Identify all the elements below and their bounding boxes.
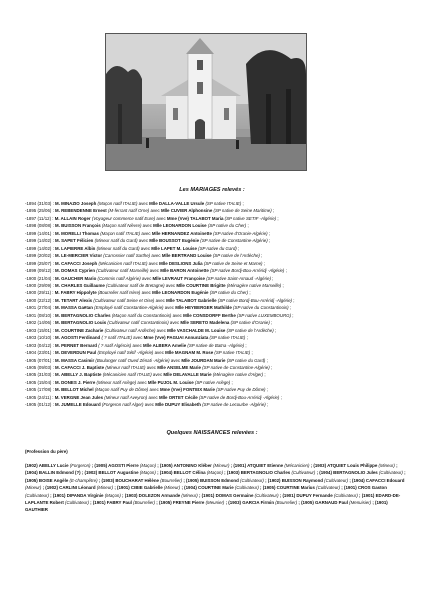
marriage-bride: Mlle JOURDAN Marie: [181, 357, 226, 363]
marriage-date: -1899 (09/12) :: [25, 268, 56, 274]
marriage-date: -1895 (25/06) :: [25, 208, 56, 214]
marriage-bride: Mlle BERTRAND Louise: [161, 253, 212, 259]
marriage-bride: Mlle LEONARDON Eugénie: [152, 290, 209, 296]
marriage-entry: -1899 (25/07) : M. CAFACCI Joseph (Mécanicien natif ITALIE) avec Mlle DESLIONS Julia (SP native de Seine et Marne) ;: [25, 260, 265, 266]
marriage-groom: M. TETART Alexis: [55, 297, 93, 303]
marriage-bride-info: (SP native de Seine et Marne): [203, 260, 263, 266]
birth-father-profession: (Mineur): [378, 463, 395, 468]
marriage-entry: -1899 (14/01) : M. MORELLI Thomas (Maçon natif ITALIE) avec Mlle HERNANDEZ Antoinette (SP native d'Oranie-Algérie) ;: [25, 230, 270, 236]
marriage-bride-info: (SP native du Cher): [209, 290, 249, 296]
marriage-bride: Mlle LEVRAUT Françoise: [152, 275, 205, 281]
marriage-bride-info: (SP native du Cher): [207, 223, 247, 229]
marriage-entry: -1894 (31/03) : M. MINAZIO Joseph (Maçon natif ITALIE) avec Mlle DALLA-VALLE Ursule (SP native ITALIE) ;: [25, 201, 244, 206]
marriage-groom: M. LAPIERRE Albin: [55, 245, 96, 251]
marriage-date: -1900 (22/12) :: [25, 297, 56, 303]
marriage-bride-info: (SP native Puy de Dôme): [216, 387, 266, 393]
marriage-bride-info: (SP native de Bordj-Bou-Arréridj -Algérie): [198, 394, 280, 400]
birth-father-profession: (Mineur): [181, 492, 198, 498]
marriage-entry: -1903 (10/10) : M. AGOSTI Ferdinand ( ? natif ITALIE) avec Mme (Vve) PAGUAI Annunziata (SP native ITALIE) ;: [25, 335, 248, 341]
birth-father-profession: (Bourrelier): [275, 500, 298, 506]
marriage-bride: Mlle HERNANDEZ Antoinette: [151, 230, 212, 236]
marriage-entry: -1899 (14/02) : M. LAPIERRE Albin (Mineur natif du Gard) avec Mlle LAPET M. Louise (SP native du Gard) ;: [25, 245, 240, 251]
marriage-groom-info: (Maçon natif Puy de Dôme): [94, 387, 149, 393]
birth-entry: ; (1902) BUISSON Raymond: [263, 477, 325, 483]
marriage-groom: M. DOMAS Cyprien: [55, 268, 96, 274]
marriage-entry: -1897 (11/12) : M. ALLAIN Roger (Voyageur commerce natif Eure) avec Mme (Vve) TALABOT Maria (SP native SETIF -Algérie) ;: [25, 215, 279, 221]
mariages-list: [25, 200, 410, 409]
marriage-date: -1894 (31/03) :: [25, 201, 56, 206]
marriage-bride: Mlle DELAVALLE Marie: [163, 372, 212, 378]
marriage-date: -1899 (14/01) :: [25, 230, 56, 236]
birth-entry: ; (1904) BELLOT Célina: [155, 470, 207, 476]
birth-father-profession: (Mineur): [25, 485, 42, 491]
marriage-groom-info: (Maçon natif ITALIE): [97, 201, 138, 206]
marriage-entry: -1899 (09/12) : M. DOMAS Cyprien (Cultivateur natif Marseille) avec Mlle BARON Antoinette (SP native Bordj-Bou-Arréridj -Algérie) ;: [25, 268, 287, 274]
marriage-bride-info: (SP native de Batna -Algérie): [187, 342, 245, 348]
marriage-bride: Mlle CONSDORFF Berthe: [183, 312, 236, 318]
marriage-groom: M. ABELLY J. Baptiste: [55, 372, 102, 378]
marriage-groom: M. MASSA Gaëtan: [55, 305, 93, 311]
church-photo: [105, 33, 307, 171]
marriage-groom: M. BUISSON François: [55, 223, 101, 229]
marriage-date: -1899 (14/02) :: [25, 238, 56, 244]
marriage-groom-info: (Employé natif Sétif -Algérie): [97, 350, 154, 356]
birth-entry: (1902) ABELLY Lucie: [25, 463, 70, 468]
marriage-bride-info: (SP native SETIF -Algérie): [224, 215, 277, 221]
marriage-groom: M. AGOSTI Ferdinand: [55, 335, 101, 341]
birth-father-profession: (Mécanicien): [284, 463, 310, 468]
marriage-bride: Mlle BARON Antoinette: [160, 268, 209, 274]
birth-father-profession: (Cultivateur): [378, 470, 403, 476]
marriage-groom-info: (Mineur natif Ariège): [96, 379, 137, 385]
marriage-groom: M. GAUCHER Mario: [55, 275, 97, 281]
birth-entry: ; (1902) CARLINI Léonard: [41, 485, 97, 491]
marriage-entry: -1900 (21/04) : M. GAUCHER Mario (Commis natif Algérie) avec Mlle LEVRAUT Françoise (SP native Saint-Arnaud -Algérie) ;: [25, 275, 274, 281]
marriage-groom-info: (Forgeron natif Alger): [101, 402, 144, 408]
marriage-entry: -1905 (17/08) : M. BELLOT Michel (Maçon natif Puy de Dôme) avec Mme (Vve) FONTEIX Marie (SP native Puy de Dôme) ;: [25, 387, 268, 393]
marriage-bride: Mme (Vve) FONTEIX Marie: [159, 387, 215, 393]
marriage-bride: Mlle DALLA-VALLE Ursule: [149, 201, 205, 206]
birth-entry: ; (1903) ATQUIET Louis Philippe: [309, 463, 379, 468]
birth-entry: ; (1905) BUISSON Edmond: [182, 477, 240, 483]
birth-entry: ; (1901) FABRY Paul: [88, 500, 134, 506]
naissances-list: [25, 462, 410, 514]
marriage-groom: M. FABRY Hippolyte: [54, 290, 97, 296]
marriage-groom-info: (Cultivateur natif Ardèche): [104, 327, 156, 333]
marriage-date: -1903 (10/10) :: [25, 335, 56, 341]
marriage-groom-info: (Employé natif Constantine-Algérie): [94, 305, 164, 311]
marriage-groom: M. PERNET Bernard: [55, 342, 97, 348]
marriage-groom-info: (Cultivateur natif Seine et Oise): [93, 297, 155, 303]
marriage-bride: Mlle CUVIER Alphonsine: [160, 208, 213, 214]
marriage-groom-info: ( ? natif Algérois): [98, 342, 132, 348]
marriage-bride: Mlle HEYBERGER Mathilde: [175, 305, 232, 311]
birth-father-profession: (E-champêtre): [69, 477, 98, 483]
birth-entry: ; (1905) ANTONINO Kléber: [155, 463, 214, 468]
marriage-date: -1905 (17/08) :: [25, 387, 56, 393]
marriage-bride-info: (SP native Bordj-Bou-Arréridj -Algérie): [217, 297, 293, 303]
birth-father-profession: (Mineur): [96, 485, 114, 491]
marriage-date: -1902 (14/06) :: [25, 320, 56, 326]
marriage-groom: M. CAFACCI Joseph: [55, 260, 98, 266]
marriage-groom: M. REBENDENNE Ernest: [55, 208, 107, 214]
profession-note: (Profession du père): [25, 449, 68, 454]
birth-father-profession: (Maçon): [206, 470, 223, 476]
birth-father-profession: (Cultivateur): [25, 492, 49, 498]
marriage-groom: M. MASSA Casimir: [55, 357, 95, 363]
marriage-date: -1905 (01/12) :: [25, 402, 56, 408]
marriage-bride-info: (SP native Bordj-Bou-Arréridj -Algérie): [210, 268, 285, 274]
marriage-date: -1903 (04/12) :: [25, 342, 56, 348]
birth-father-profession: (Mineur): [163, 485, 181, 491]
marriage-date: -1900 (29/09) :: [25, 282, 56, 288]
marriage-bride: Mlle VASCHALDE M. Louise: [167, 327, 226, 333]
birth-father-profession: (Cultivateur): [324, 477, 349, 483]
marriage-date: -1901 (08/10) :: [25, 312, 56, 318]
birth-entry: ; (1901) ATQUIET Etienne: [229, 463, 285, 468]
marriage-bride: Mlle DUPUY Elisabeth: [155, 402, 201, 408]
marriage-bride-info: (SP native ITALIE): [205, 201, 242, 206]
marriage-bride-info: (SP native de Constantine-Algérie): [202, 364, 270, 370]
birth-father-profession: (Cultivateur): [291, 470, 316, 476]
mariages-title: Les MARIAGES relevés :: [179, 187, 245, 193]
marriage-date: -1899 (20/02) :: [25, 253, 56, 259]
marriage-groom-info: (M-ferrant natif Orne): [108, 208, 150, 214]
marriage-bride-info: (SP native de Seine Maritime): [213, 208, 272, 214]
birth-father-profession: (Maçon): [139, 470, 156, 476]
marriage-groom-info: (Mécanicien natif ITALIE): [102, 372, 152, 378]
marriage-groom-info: (Commis natif Algérie): [97, 275, 141, 281]
marriage-bride: Mlle MAGNAM M. Rose: [165, 350, 214, 356]
marriage-bride-info: (SP native d'Oranie): [230, 320, 270, 326]
marriage-groom: M. DEVERDUN Paul: [55, 350, 97, 356]
marriage-entry: -1900 (29/09) : M. CHARLES Guillaume (Cultivateur natif de Bretagne) avec Mlle COURTINE Brigitte (Ménagère native Marseille) ;: [25, 282, 284, 288]
birth-entry: ; (1905) FREYNE Pierre: [155, 500, 206, 506]
birth-entry: ; (1901) DIPANDA Virginie: [48, 492, 105, 498]
marriage-groom: M. CHARLES Guillaume: [55, 282, 105, 288]
church-illustration: [106, 34, 306, 170]
birth-father-profession: (Cultivateur): [234, 485, 259, 491]
marriage-groom: M. BELLOT Michel: [55, 387, 94, 393]
marriage-groom: M. DONES J. Pierre: [55, 379, 96, 385]
marriage-entry: -1905 (31/03) : M. ABELLY J. Baptiste (Mécanicien natif ITALIE) avec Mlle DELAVALLE Marie (Ménagère native d'Alger) ;: [25, 372, 266, 378]
birth-entry: ; (1901) GAUTHIER: [25, 500, 388, 513]
marriage-bride-info: (SP native ITALIE): [214, 350, 251, 356]
marriage-bride: Mlle BOUSSOT Eugénie: [149, 238, 200, 244]
birth-father-profession: (Cultivateur): [333, 492, 358, 498]
marriage-groom: M. CAFACCI J. Baptiste: [55, 364, 105, 370]
marriage-groom: M. MORELLI Thomas: [55, 230, 99, 236]
birth-entry: ; (1904) BERTAGNOLIO Jules: [315, 470, 379, 476]
marriage-bride: Mlle LEONARDON Louise: [153, 223, 207, 229]
birth-father-profession: (Mineur): [213, 463, 230, 468]
marriage-groom-info: (Maçon natif ITALIE): [100, 230, 141, 236]
birth-entry: ; (1904) CAFACCI Edouard: [348, 477, 405, 483]
marriage-date: -1898 (08/08) :: [25, 223, 56, 229]
marriage-groom-info: (Cultivateur natif de Bretagne): [106, 282, 165, 288]
birth-entry: ; (1901) DOMAS Germaine: [197, 492, 255, 498]
birth-father-profession: (Maçon): [139, 463, 156, 468]
marriage-groom-info: (Bourrelier natif Isère): [97, 290, 141, 296]
marriage-entry: -1899 (20/02) : M. LE-MERCIER Victor (Carrossier natif Sarthe) avec Mlle BERTRAND Louise (SP native de l'Ardèche) ;: [25, 253, 263, 259]
marriage-groom-info: (Mineur natif ITALIE): [105, 364, 146, 370]
marriage-bride-info: (SP native LUXEMBOURG): [237, 312, 292, 318]
marriage-entry: -1900 (29/11) : M. FABRY Hippolyte (Bourrelier natif Isère) avec Mlle LEONARDON Eugénie (SP native du Cher) ;: [25, 290, 251, 296]
birth-father-profession: (Bourrelier): [160, 477, 183, 483]
marriage-groom: M. VERGNE Jean Jules: [54, 394, 104, 400]
marriage-entry: -1902 (14/06) : M. BERTAGNOLIO Louis (Cultivateur natif Constantinois) avec Mlle SERETO Madelena (SP native d'Oranie) ;: [25, 320, 273, 326]
marriage-date: -1905 (15/04) :: [25, 379, 56, 385]
marriage-entry: -1905 (07/01) : M. MASSA Casimir (Boulanger natif Oued Zénati -Algérie) avec Mlle JOURDAN Marie (SP native du Gard) ;: [25, 357, 268, 363]
birth-entry: ; (1901) CIBIE Gabrielle: [113, 485, 164, 491]
birth-father-profession: (Meunier): [205, 500, 225, 506]
marriage-bride: Mlle ALBERA Amelie: [142, 342, 187, 348]
marriage-date: -1901 (27/04) :: [25, 305, 56, 311]
marriage-groom: M. ALLAIN Roger: [54, 215, 91, 221]
marriage-date: -1899 (25/07) :: [25, 260, 56, 266]
marriage-entry: -1901 (27/04) : M. MASSA Gaëtan (Employé natif Constantine-Algérie) avec Mlle HEYBERGER Mathilde (SP native du Constantinois) ;: [25, 305, 291, 311]
marriage-bride: Mlle LAPET M. Louise: [151, 245, 197, 251]
marriage-bride-info: (SP native du Gard): [198, 245, 237, 251]
marriage-date: -1900 (29/11) :: [25, 290, 55, 296]
birth-father-profession: (Cultivateur): [65, 500, 89, 506]
marriage-groom-info: ( ? natif ITALIE): [101, 335, 132, 341]
marriage-groom-info: (Voyageur commerce natif Eure): [91, 215, 156, 221]
birth-entry: ; (1903) GARCIA Firmin: [224, 500, 276, 506]
birth-father-profession: (Menuisier): [349, 500, 372, 506]
birth-father-profession: (Cultivateur): [316, 485, 341, 491]
marriage-bride: Mlle SERETO Madelena: [180, 320, 230, 326]
marriage-entry: -1905 (01/12) : M. JUMELLE Edouard (Forgeron natif Alger) avec Mlle DUPUY Elisabeth (SP native de Lecourbe -Algérie) ;: [25, 402, 269, 408]
marriage-groom-info: (Mineur natif du Gard): [96, 245, 140, 251]
marriage-date: -1900 (21/04) :: [25, 275, 56, 281]
marriage-entry: -1905 (24/11) : M. VERGNE Jean Jules (Mineur natif Aveyron) avec Mlle ORTET Cécile (SP native de Bordj-Bou-Arréridj -Algérie) ;: [25, 394, 282, 400]
marriage-groom: M. JUMELLE Edouard: [55, 402, 101, 408]
marriage-groom: M. SAPET Félicien: [55, 238, 94, 244]
marriage-bride-info: (SP native d'Oranie-Algérie): [213, 230, 268, 236]
birth-father-profession: (Cultivateur): [239, 477, 264, 483]
marriage-groom: M. LE-MERCIER Victor: [55, 253, 103, 259]
marriage-date: -1905 (09/03) :: [25, 364, 56, 370]
marriage-bride: Mme (Vve) TALABOT Maria: [166, 215, 224, 221]
marriage-bride-info: (Ménagère native d'Alger): [212, 372, 264, 378]
birth-entry: ; (1905) COURTINE Marius: [258, 485, 317, 491]
marriage-bride-info: (SP native du Constantinois): [233, 305, 289, 311]
marriage-entry: -1900 (22/12) : M. TETART Alexis (Cultivateur natif Seine et Oise) avec Mlle TALABOT Gabrielle (SP native Bordj-Bou-Arréridj -Algérie) ;: [25, 297, 295, 303]
birth-entry: ; (1901) EDARD-DE-LAPLANTE Robert: [25, 492, 401, 506]
birth-entry: ; (1903) BERTAGNOLIO Charles: [222, 470, 292, 476]
marriage-entry: -1905 (15/04) : M. DONES J. Pierre (Mineur natif Ariège) avec Mlle PUJOL M. Louise (SP native Ariège) ;: [25, 379, 233, 385]
marriage-bride: Mlle ANSELME Marie: [157, 364, 201, 370]
marriage-bride-info: (SP native Ariège): [194, 379, 231, 385]
marriage-date: -1904 (23/01) :: [25, 350, 56, 356]
marriage-groom-info: (Carrossier natif Sarthe): [103, 253, 151, 259]
marriage-entry: -1895 (25/06) : M. REBENDENNE Ernest (M-ferrant natif Orne) avec Mlle CUVIER Alphonsine (SP native de Seine Maritime) ;: [25, 208, 275, 214]
marriage-date: -1897 (11/12) :: [25, 215, 55, 221]
marriage-bride: Mme (Vve) PAGUAI Annunziata: [143, 335, 209, 341]
birth-father-profession: (Cultivateur): [254, 492, 279, 498]
marriage-bride-info: (SP native de Lecourbe -Algérie): [202, 402, 266, 408]
marriage-groom-info: (Mécanicien natif ITALIE): [98, 260, 148, 266]
marriage-bride-info: (SP native de l'Ardèche): [212, 253, 260, 259]
marriage-groom-info: (Mineur natif du Gard): [94, 238, 138, 244]
birth-entry: ; (1905) AGOSTI Pierre: [90, 463, 140, 468]
marriage-groom-info: (Cultivateur natif Marseille): [96, 268, 149, 274]
marriage-entry: -1905 (09/03) : M. CAFACCI J. Baptiste (Mineur natif ITALIE) avec Mlle ANSELME Marie (SP native de Constantine-Algérie) ;: [25, 364, 273, 370]
marriage-entry: -1903 (04/12) : M. PERNET Bernard ( ? natif Algérois) avec Mlle ALBERA Amelie (SP native de Batna -Algérie) ;: [25, 342, 247, 348]
marriage-date: -1905 (31/03) :: [25, 372, 56, 378]
birth-father-profession: (Maçon): [104, 492, 121, 498]
marriage-bride: Mlle DESLIONS Julia: [159, 260, 203, 266]
marriage-bride: Mlle COURTINE Brigitte: [176, 282, 226, 288]
birth-entry: ; (1904) COURTINE Marie: [180, 485, 235, 491]
marriage-bride-info: (SP native de Constantine-Algérie): [200, 238, 268, 244]
marriage-entry: -1899 (14/02) : M. SAPET Félicien (Mineur natif du Gard) avec Mlle BOUSSOT Eugénie (SP native de Constantine-Algérie) ;: [25, 238, 271, 244]
marriage-bride: Mlle ORTET Cécile: [158, 394, 198, 400]
birth-entry: ; (1904) BALLIN Edmond (?) ; (1902) BELLOT Augustine: [25, 463, 398, 476]
birth-entry: ; (1903) BOUCHARAT Hélène: [97, 477, 161, 483]
marriage-groom-info: (Mineur natif Aveyron): [104, 394, 148, 400]
marriage-groom: M. BERTAGNOLIO Charles: [55, 312, 111, 318]
birth-entry: ; (1901) DUPUY Fernande: [278, 492, 334, 498]
marriage-entry: -1901 (08/10) : M. BERTAGNOLIO Charles (Maçon natif du Constantinois) avec Mlle CONSDORFF Berthe (SP native LUXEMBOURG) ;: [25, 312, 294, 318]
birth-entry: ; (1903) DOLEZON Armande: [120, 492, 182, 498]
marriage-bride-info: (SP native de l'Ardèche): [226, 327, 274, 333]
marriage-entry: -1903 (15/01) : M. COURTINE Zacharie (Cultivateur natif Ardèche) avec Mlle VASCHALDE M. Louise (SP native de l'Ardèche) ;: [25, 327, 277, 333]
marriage-bride-info: (Ménagère native Marseille): [226, 282, 282, 288]
marriage-bride: Mlle PUJOL M. Louise: [147, 379, 194, 385]
marriage-groom: M. COURTINE Zacharie: [55, 327, 104, 333]
marriage-entry: -1904 (23/01) : M. DEVERDUN Paul (Employé natif Sétif -Algérie) avec Mlle MAGNAM M. Rose (SP native ITALIE) ;: [25, 350, 253, 356]
birth-entry: ; (1905) BOISE Angèle: [25, 470, 406, 483]
marriage-groom-info: (Maçon natif du Constantinois): [111, 312, 172, 318]
marriage-entry: -1898 (08/08) : M. BUISSON François (Maçon natif Nièvre) avec Mlle LEONARDON Louise (SP native du Cher) ;: [25, 223, 249, 229]
naissances-title: Quelques NAISSANCES relevées :: [166, 430, 258, 436]
birth-father-profession: (Bourrelier): [133, 500, 156, 506]
marriage-bride-info: (SP native Saint-Arnaud -Algérie): [206, 275, 271, 281]
birth-entry: ; (1901) CROS Gaston: [340, 485, 387, 491]
marriage-date: -1903 (15/01) :: [25, 327, 56, 333]
birth-entry: ; (1905) GARNAUD Paul: [297, 500, 350, 506]
marriage-groom-info: (Boulanger natif Oued Zénati -Algérie): [95, 357, 170, 363]
marriage-groom: M. BERTAGNOLIO Louis: [55, 320, 107, 326]
marriage-date: -1905 (07/01) :: [25, 357, 56, 363]
birth-father-profession: (Forgeron): [69, 463, 91, 468]
marriage-groom: M. MINAZIO Joseph: [55, 201, 97, 206]
marriage-bride-info: (SP native ITALIE): [209, 335, 246, 341]
marriage-date: -1905 (24/11) :: [25, 394, 55, 400]
marriage-bride: Mlle TALABOT Gabrielle: [166, 297, 217, 303]
marriage-bride-info: (SP native du Gard): [226, 357, 266, 363]
marriage-groom-info: (Cultivateur natif Constantinois): [107, 320, 169, 326]
marriage-date: -1899 (14/02) :: [25, 245, 56, 251]
marriage-groom-info: (Maçon natif Nièvre): [101, 223, 142, 229]
